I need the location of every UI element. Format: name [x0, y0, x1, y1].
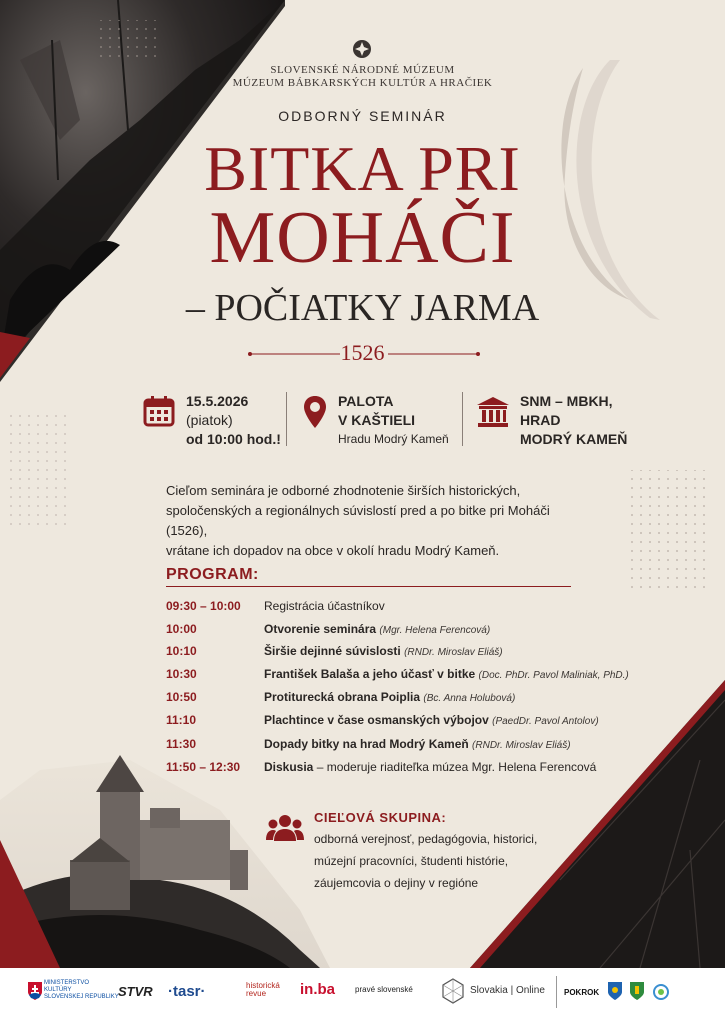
- ministry-logo: MINISTERSTVO KULTÚRY SLOVENSKEJ REPUBLIKY: [44, 980, 119, 1000]
- subtitle: – POČIATKY JARMA: [185, 287, 540, 329]
- org-name-line2: MÚZEUM BÁBKARSKÝCH KULTÚR A HRAČIEK: [232, 77, 493, 89]
- town-crest-icon: [608, 982, 622, 1000]
- pokrok-logo: POKROK: [564, 988, 600, 997]
- program-speaker: (RNDr. Miroslav Eliáš): [472, 740, 571, 751]
- program-time: 11:50 – 12:30: [166, 760, 241, 774]
- description-line: vrátane ich dopadov na obce v okolí hradu Modrý Kameň.: [166, 543, 500, 558]
- museum-logo-icon: [352, 38, 372, 60]
- historicka-revue-logo: historická revue: [246, 981, 280, 998]
- program-label: Diskusia: [264, 760, 314, 774]
- venue-line3: Hradu Modrý Kameň: [338, 432, 449, 446]
- target-group-line: záujemcovia o dejiny v regióne: [314, 876, 479, 890]
- inba-logo: in.ba: [300, 981, 336, 998]
- event-time: od 10:00 hod.!: [186, 431, 281, 447]
- program-time: 09:30 – 10:00: [166, 599, 241, 613]
- venue-block: [338, 392, 449, 449]
- organizer-line1: SNM – MBKH,: [520, 393, 613, 409]
- organizer-block: [520, 392, 627, 449]
- program-item: [264, 690, 515, 704]
- target-group-line: odborná verejnosť, pedagógovia, historici,: [314, 832, 538, 846]
- year-label: 1526: [340, 340, 385, 365]
- program-divider: [166, 586, 571, 587]
- program-speaker: (Bc. Anna Holubová): [423, 693, 516, 704]
- program-item: [264, 760, 596, 774]
- program-item: [264, 713, 599, 727]
- slovakia-online-icon: [442, 978, 464, 1004]
- footer-divider: [556, 976, 557, 1008]
- dot-pattern: [630, 470, 710, 590]
- info-divider: [286, 392, 287, 446]
- info-divider: [462, 392, 463, 446]
- venue-line2: V KAŠTIELI: [338, 412, 416, 428]
- slovakia-online-logo: Slovakia | Online: [470, 985, 545, 996]
- program-label: Dopady bitky na hrad Modrý Kameň: [264, 737, 469, 751]
- program-label: Plachtince v čase osmanských výbojov: [264, 713, 489, 727]
- prave-slovenske-logo: pravé slovenské: [355, 985, 413, 994]
- program-label: Širšie dejinné súvislosti: [264, 644, 401, 658]
- tasr-logo: ·tasr·: [168, 983, 206, 1000]
- organizer-line2: HRAD: [520, 412, 561, 428]
- event-type-label: ODBORNÝ SEMINÁR: [278, 108, 447, 124]
- program-speaker: (Doc. PhDr. Pavol Maliniak, PhD.): [478, 670, 629, 681]
- program-speaker: (PaedDr. Pavol Antolov): [492, 716, 599, 727]
- town-crest-icon: [630, 982, 644, 1000]
- program-item: [264, 644, 503, 658]
- venue-line1: PALOTA: [338, 393, 394, 409]
- program-item: [264, 737, 571, 751]
- program-item: [264, 599, 385, 613]
- target-group-heading: CIEĽOVÁ SKUPINA:: [314, 810, 447, 825]
- program-time: 10:00: [166, 622, 197, 636]
- program-time: 11:10: [166, 713, 197, 727]
- people-group-icon: [266, 814, 304, 842]
- seminar-description: [166, 481, 586, 561]
- location-pin-icon: [302, 394, 328, 430]
- title-line1: BITKA PRI: [204, 133, 521, 204]
- partner-logos-bar: [0, 968, 725, 1024]
- organizer-line3: MODRÝ KAMEŇ: [520, 431, 628, 447]
- org-name-line1: SLOVENSKÉ NÁRODNÉ MÚZEUM: [270, 64, 455, 76]
- program-heading: PROGRAM:: [166, 566, 259, 583]
- program-speaker: (RNDr. Miroslav Eliáš): [404, 647, 503, 658]
- program-time: 11:30: [166, 737, 197, 751]
- program-label: Otvorenie seminára: [264, 622, 377, 636]
- program-item: [264, 667, 629, 681]
- program-time: 10:50: [166, 690, 197, 704]
- program-label: František Balaša a jeho účasť v bitke: [264, 667, 476, 681]
- program-label: Registrácia účastníkov: [264, 599, 385, 613]
- target-group-line: múzejní pracovníci, študenti histórie,: [314, 854, 509, 868]
- program-item: [264, 622, 490, 636]
- program-time: 10:10: [166, 644, 197, 658]
- program-time: 10:30: [166, 667, 197, 681]
- title-line2: MOHÁČI: [209, 197, 516, 279]
- stvr-logo: STVR: [118, 984, 153, 999]
- description-line: Cieľom seminára je odborné zhodnotenie širších historických,: [166, 483, 521, 498]
- partner-emblem-icon: [652, 984, 670, 1000]
- event-day: (piatok): [186, 412, 233, 428]
- calendar-icon: [142, 394, 176, 428]
- event-date: 15.5.2026: [186, 393, 249, 409]
- program-label: Protiturecká obrana Poiplia: [264, 690, 421, 704]
- slovak-coat-of-arms-icon: [28, 982, 42, 1000]
- event-date-block: [186, 392, 281, 449]
- museum-building-icon: [476, 396, 510, 428]
- program-speaker: (Mgr. Helena Ferencová): [379, 625, 491, 636]
- description-line: spoločenských a regionálnych súvislostí pred a po bitke pri Moháči (1526),: [166, 503, 550, 538]
- program-speaker: – moderuje riaditeľka múzea Mgr. Helena Ferencová: [316, 760, 597, 774]
